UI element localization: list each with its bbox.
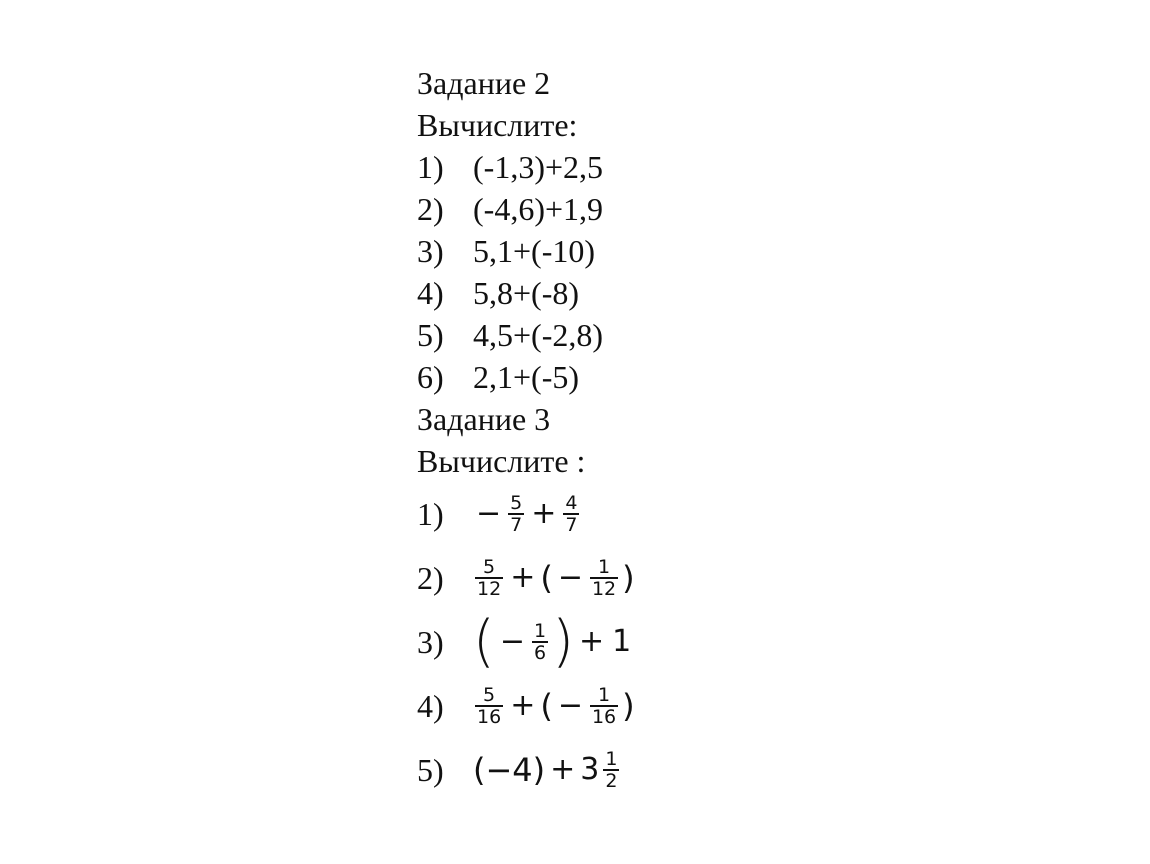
task3-item xyxy=(417,674,757,738)
task2-item xyxy=(417,146,757,188)
task2-title: Задание 2 xyxy=(417,65,551,101)
minus-sign: − xyxy=(557,560,583,595)
task2-instruction: Вычислите: xyxy=(417,107,578,143)
item-expression: (-1,3)+2,5 xyxy=(473,149,604,185)
item-expression xyxy=(473,738,621,802)
numerator: 5 xyxy=(483,684,496,706)
task3-item xyxy=(417,610,757,674)
close-paren: ) xyxy=(552,609,574,674)
numerator: 5 xyxy=(483,556,496,578)
fraction xyxy=(532,621,548,663)
denominator: 16 xyxy=(591,706,617,728)
denominator: 2 xyxy=(605,770,618,792)
close-paren: ) xyxy=(622,559,635,597)
fraction xyxy=(475,557,503,599)
fraction xyxy=(563,493,579,535)
item-expression: 5,8+(-8) xyxy=(473,275,580,311)
denominator: 16 xyxy=(477,706,502,728)
item-expression: (-4,6)+1,9 xyxy=(473,191,604,227)
open-paren: ( xyxy=(540,687,553,725)
task3-item xyxy=(417,738,757,802)
denominator: 6 xyxy=(534,642,547,664)
plus-sign: + xyxy=(531,496,557,531)
item-number: 1) xyxy=(417,149,444,185)
item-number: 2) xyxy=(417,191,444,227)
item-number: 4) xyxy=(417,688,444,724)
task2-item xyxy=(417,356,757,398)
item-number: 1) xyxy=(417,496,444,532)
item-expression: 2,1+(-5) xyxy=(473,359,580,395)
item-number: 6) xyxy=(417,359,444,395)
numerator: 5 xyxy=(510,492,523,514)
item-expression xyxy=(473,482,581,546)
numerator: 1 xyxy=(598,556,611,578)
denominator: 12 xyxy=(477,578,502,600)
fraction xyxy=(508,493,524,535)
item-number: 5) xyxy=(417,317,444,353)
open-paren: ( xyxy=(540,559,553,597)
task2-item xyxy=(417,188,757,230)
numerator: 1 xyxy=(605,748,618,770)
item-number: 2) xyxy=(417,560,444,596)
fraction xyxy=(603,749,619,791)
fraction xyxy=(475,685,503,727)
fraction xyxy=(590,557,618,599)
task3-item xyxy=(417,482,757,546)
task2-item xyxy=(417,230,757,272)
item-number: 4) xyxy=(417,275,444,311)
task2-item xyxy=(417,272,757,314)
minus-sign: − xyxy=(557,688,583,723)
plus-sign: + xyxy=(510,560,536,595)
numerator: 1 xyxy=(534,620,547,642)
open-paren: ( xyxy=(473,609,495,674)
item-expression xyxy=(473,674,635,738)
numerator: 1 xyxy=(598,684,611,706)
numerator: 4 xyxy=(565,492,578,514)
task2-item xyxy=(417,314,757,356)
plus-sign: + xyxy=(510,688,536,723)
integer-term: 1 xyxy=(612,624,632,659)
task3-title: Задание 3 xyxy=(417,401,551,437)
denominator: 7 xyxy=(510,514,523,536)
denominator: 12 xyxy=(591,578,617,600)
negative-term: (−4) xyxy=(473,751,546,789)
item-expression: 5,1+(-10) xyxy=(473,233,596,269)
mixed-whole: 3 xyxy=(580,752,600,787)
item-number: 3) xyxy=(417,624,444,660)
item-expression: 4,5+(-2,8) xyxy=(473,317,604,353)
close-paren: ) xyxy=(622,687,635,725)
item-number: 3) xyxy=(417,233,444,269)
plus-sign: + xyxy=(578,624,605,659)
task3-item xyxy=(417,546,757,610)
task3-instruction: Вычислите : xyxy=(417,443,586,479)
denominator: 7 xyxy=(565,514,578,536)
item-expression xyxy=(473,610,634,674)
minus-sign: − xyxy=(499,624,525,659)
item-number: 5) xyxy=(417,752,444,788)
document xyxy=(417,62,757,802)
plus-sign: + xyxy=(550,752,576,787)
minus-sign: − xyxy=(476,496,502,531)
item-expression xyxy=(473,546,635,610)
fraction xyxy=(590,685,618,727)
